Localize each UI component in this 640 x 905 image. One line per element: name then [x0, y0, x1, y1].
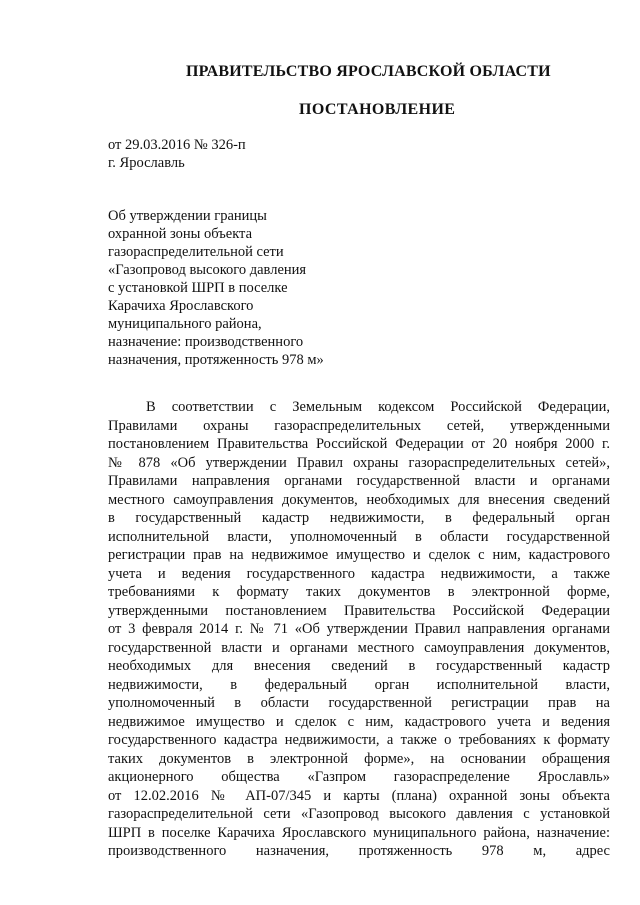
body-line: от 3 февраля 2014 г. № 71 «Об утверждении Правил направления органами: [108, 621, 610, 637]
subject-line: «Газопровод высокого давления: [108, 262, 307, 278]
decree-meta: [108, 136, 246, 172]
body-line: от 12.02.2016 № АП-07/345 и карты (плана) охранной зоны объекта: [108, 787, 610, 804]
decree-body: [108, 398, 610, 861]
subject-line: назначения, протяженность 978 м»: [108, 352, 324, 368]
body-line: акционерного общества «Газпром газораспределение Ярославль»: [108, 769, 610, 785]
body-line: учета и ведения государственного кадастра недвижимости, а также: [108, 565, 610, 582]
subject-line: с установкой ШРП в поселке: [108, 280, 288, 296]
body-line: регистрации прав на недвижимое имущество и сделок с ним, кадастрового: [108, 547, 610, 563]
subject-line: газораспределительной сети: [108, 244, 284, 260]
body-line: недвижимое имущество и сделок с ним, кадастрового учета и ведения: [108, 713, 610, 730]
subject-line: муниципального района,: [108, 316, 262, 332]
body-line: уполномоченный в области государственной регистрации прав на: [108, 695, 610, 711]
body-line: таких документов в электронной форме», на основании обращения: [108, 750, 610, 767]
city: г. Ярославль: [108, 155, 185, 171]
body-line: газораспределительной сети «Газопровод высокого давления с установкой: [108, 806, 610, 822]
subject-line: Об утверждении границы: [108, 208, 267, 224]
body-line: государственного кадастра недвижимости, а также о требованиях к формату: [108, 732, 610, 748]
subject-line: охранной зоны объекта: [108, 226, 253, 242]
subject-line: назначение: производственного: [108, 334, 304, 350]
body-line: утвержденными постановлением Правительства Российской Федерации: [108, 602, 610, 619]
body-line: в государственный кадастр недвижимости, в федеральный орган: [108, 510, 610, 526]
decree-subject: [108, 207, 324, 369]
body-line: недвижимости, в федеральный орган исполнительной власти,: [108, 676, 610, 693]
body-line: № 878 «Об утверждении Правил охраны газораспределительных сетей»,: [108, 454, 610, 471]
body-line: производственного назначения, протяженность 978 м, адрес: [108, 843, 610, 859]
body-line: постановлением Правительства Российской Федерации от 20 ноября 2000 г.: [108, 436, 610, 452]
body-line: В соответствии с Земельным кодексом Российской Федерации,: [146, 399, 610, 415]
body-line: ШРП в поселке Карачиха Ярославского муниципального района, назначение:: [108, 824, 610, 841]
subject-line: Карачиха Ярославского: [108, 298, 254, 314]
body-line: требованиями к формату таких документов в электронной форме,: [108, 584, 610, 600]
body-line: государственной власти и органами местного самоуправления документов,: [108, 639, 610, 656]
government-title: ПРАВИТЕЛЬСТВО ЯРОСЛАВСКОЙ ОБЛАСТИ: [186, 63, 551, 80]
date-number: от 29.03.2016 № 326-п: [108, 137, 246, 153]
decree-title: ПОСТАНОВЛЕНИЕ: [299, 101, 456, 118]
body-line: местного самоуправления документов, необходимых для внесения сведений: [108, 491, 610, 508]
body-line: Правилами охраны газораспределительных сетей, утвержденными: [108, 417, 610, 434]
body-line: необходимых для внесения сведений в государственный кадастр: [108, 658, 610, 674]
body-line: Правилами направления органами государственной власти и органами: [108, 473, 610, 489]
body-line: исполнительной власти, уполномоченный в области государственной: [108, 528, 610, 545]
